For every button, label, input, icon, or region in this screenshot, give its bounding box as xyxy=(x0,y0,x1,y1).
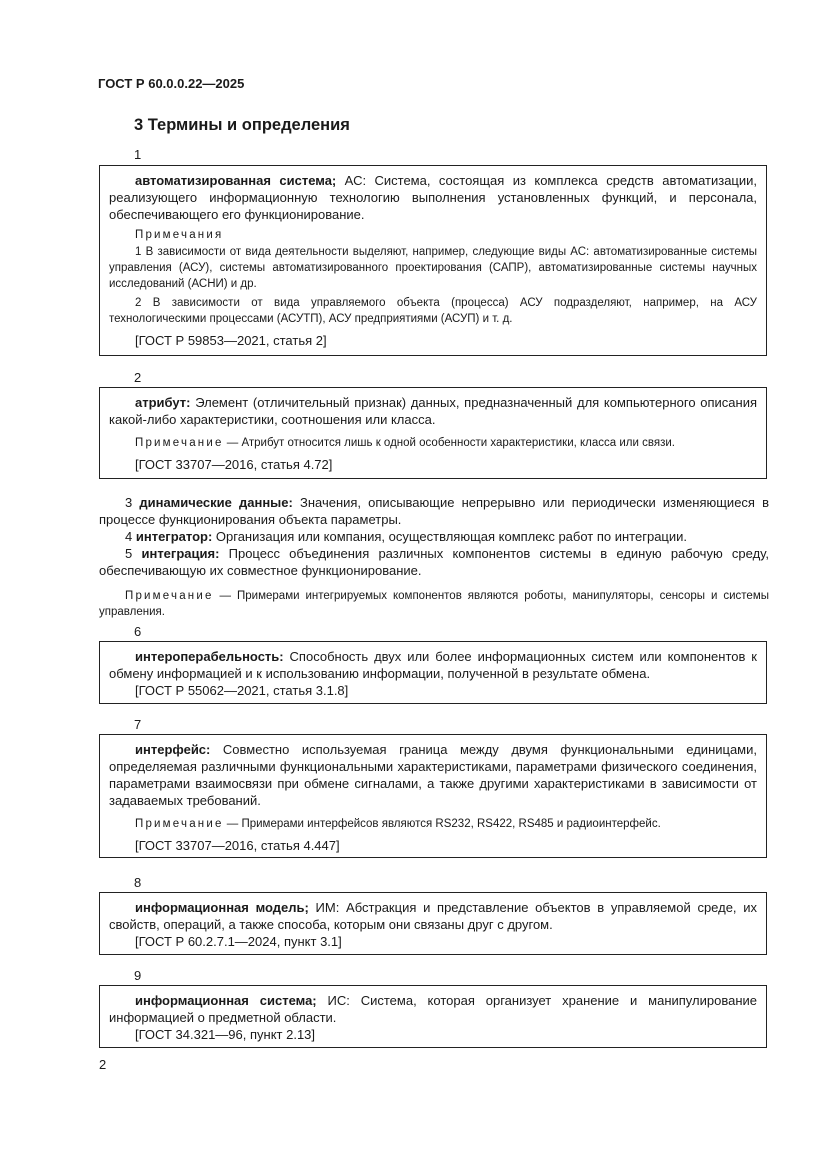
free-term xyxy=(99,528,769,545)
term-number: 9 xyxy=(134,968,142,983)
document-header: ГОСТ Р 60.0.0.22—2025 xyxy=(98,76,245,91)
term-source: [ГОСТ 33707—2016, статья 4.447] xyxy=(135,838,340,853)
term-definition xyxy=(109,648,757,682)
term-number: 8 xyxy=(134,875,142,890)
note-label: Примечание xyxy=(135,818,224,830)
term-name: информационная система; xyxy=(135,993,317,1008)
term-text: АС: Система, состоящая из комплекса средств автоматизации, реализующего информационную технологию выполнения установленных функций, и персонала, обеспечивающего его функционирование. xyxy=(109,173,757,222)
notes-heading: Примечания xyxy=(135,229,224,241)
note-item: 1 В зависимости от вида деятельности выделяют, например, следующие виды АС: автоматизированные системы управления (АСУ), системы автоматизированного проектирования (САПР), автоматизированные системы научных исследований (АСНИ) и др. xyxy=(109,246,757,290)
term-source: [ГОСТ Р 60.2.7.1—2024, пункт 3.1] xyxy=(135,934,342,949)
term-box xyxy=(99,985,767,1048)
free-term xyxy=(99,494,769,528)
free-terms xyxy=(99,494,769,623)
term-box xyxy=(99,165,767,356)
note-label: Примечание xyxy=(135,437,224,449)
free-term xyxy=(99,545,769,579)
term-text: Способность двух или более информационных систем или компонентов к обмену информацией и к использованию информации, полученной в результате обмена. xyxy=(109,649,757,681)
term-definition xyxy=(109,394,757,428)
term-name: интеграция: xyxy=(141,546,220,561)
note-item xyxy=(109,435,757,451)
note-item xyxy=(109,816,757,832)
term-text: Совместно используемая граница между двумя функциональными единицами, определяемая различными функциональными характеристиками, параметрами физического соединения, параметрами взаимосвязи при обмене сигналами, а также другими характеристиками в зависимости от задаваемых требований. xyxy=(109,742,757,808)
term-number: 3 xyxy=(125,495,133,510)
term-number: 6 xyxy=(134,624,142,639)
note-text: — Атрибут относится лишь к одной особенности характеристики, класса или связи. xyxy=(223,437,675,449)
term-name: динамические данные: xyxy=(139,495,293,510)
term-box xyxy=(99,892,767,955)
term-name: интероперабельность: xyxy=(135,649,284,664)
term-text: ИМ: Абстракция и представление объектов в управляемой среде, их свойств, операций, а также способа, которым они связаны друг с другом. xyxy=(109,900,758,932)
term-name: интегратор: xyxy=(135,529,213,544)
term-source: [ГОСТ Р 59853—2021, статья 2] xyxy=(135,333,327,348)
term-definition xyxy=(109,992,757,1026)
term-number: 2 xyxy=(134,370,142,385)
note-text: — Примерами интегрируемых компонентов являются роботы, манипуляторы, сенсоры и системы управления. xyxy=(99,590,769,618)
term-text: Элемент (отличительный признак) данных, предназначенный для компьютерного описания какой-либо характеристики, соотношения или класса. xyxy=(109,395,757,427)
term-text: ИС: Система, которая организует хранение и манипулирование информацией о предметной области. xyxy=(109,993,757,1025)
term-source: [ГОСТ 34.321—96, пункт 2.13] xyxy=(135,1027,316,1042)
term-name: автоматизированная система; xyxy=(135,173,337,188)
term-definition xyxy=(109,172,757,223)
term-source: [ГОСТ Р 55062—2021, статья 3.1.8] xyxy=(135,683,349,698)
term-number: 1 xyxy=(134,147,142,162)
term-definition xyxy=(109,899,757,933)
term-box xyxy=(99,734,767,858)
term-name: интерфейс: xyxy=(135,742,211,757)
term-text: Процесс объединения различных компонентов системы в единую рабочую среду, обеспечивающую их совместное функционирование. xyxy=(99,546,769,578)
page-number: 2 xyxy=(99,1057,107,1072)
section-title: 3 Термины и определения xyxy=(134,116,350,134)
term-number: 7 xyxy=(134,717,142,732)
term-number: 5 xyxy=(125,546,133,561)
term-text: Значения, описывающие непрерывно или периодически изменяющиеся в процессе функционирования объекта параметры. xyxy=(99,495,769,527)
note-label: Примечание xyxy=(125,590,214,602)
term-box xyxy=(99,641,767,704)
note-item: 2 В зависимости от вида управляемого объекта (процесса) АСУ подразделяют, например, на АСУ технологическими процессами (АСУТП), АСУ предприятиями (АСУП) и т. д. xyxy=(109,297,757,325)
note-text: — Примерами интерфейсов являются RS232, RS422, RS485 и радиоинтерфейс. xyxy=(223,818,661,830)
term-number: 4 xyxy=(125,529,133,544)
term-definition xyxy=(109,741,757,809)
note-item xyxy=(99,588,769,620)
term-text: Организация или компания, осуществляющая комплекс работ по интеграции. xyxy=(212,529,688,544)
term-source: [ГОСТ 33707—2016, статья 4.72] xyxy=(135,457,333,472)
term-name: информационная модель; xyxy=(135,900,309,915)
term-box xyxy=(99,387,767,479)
term-name: атрибут: xyxy=(135,395,191,410)
